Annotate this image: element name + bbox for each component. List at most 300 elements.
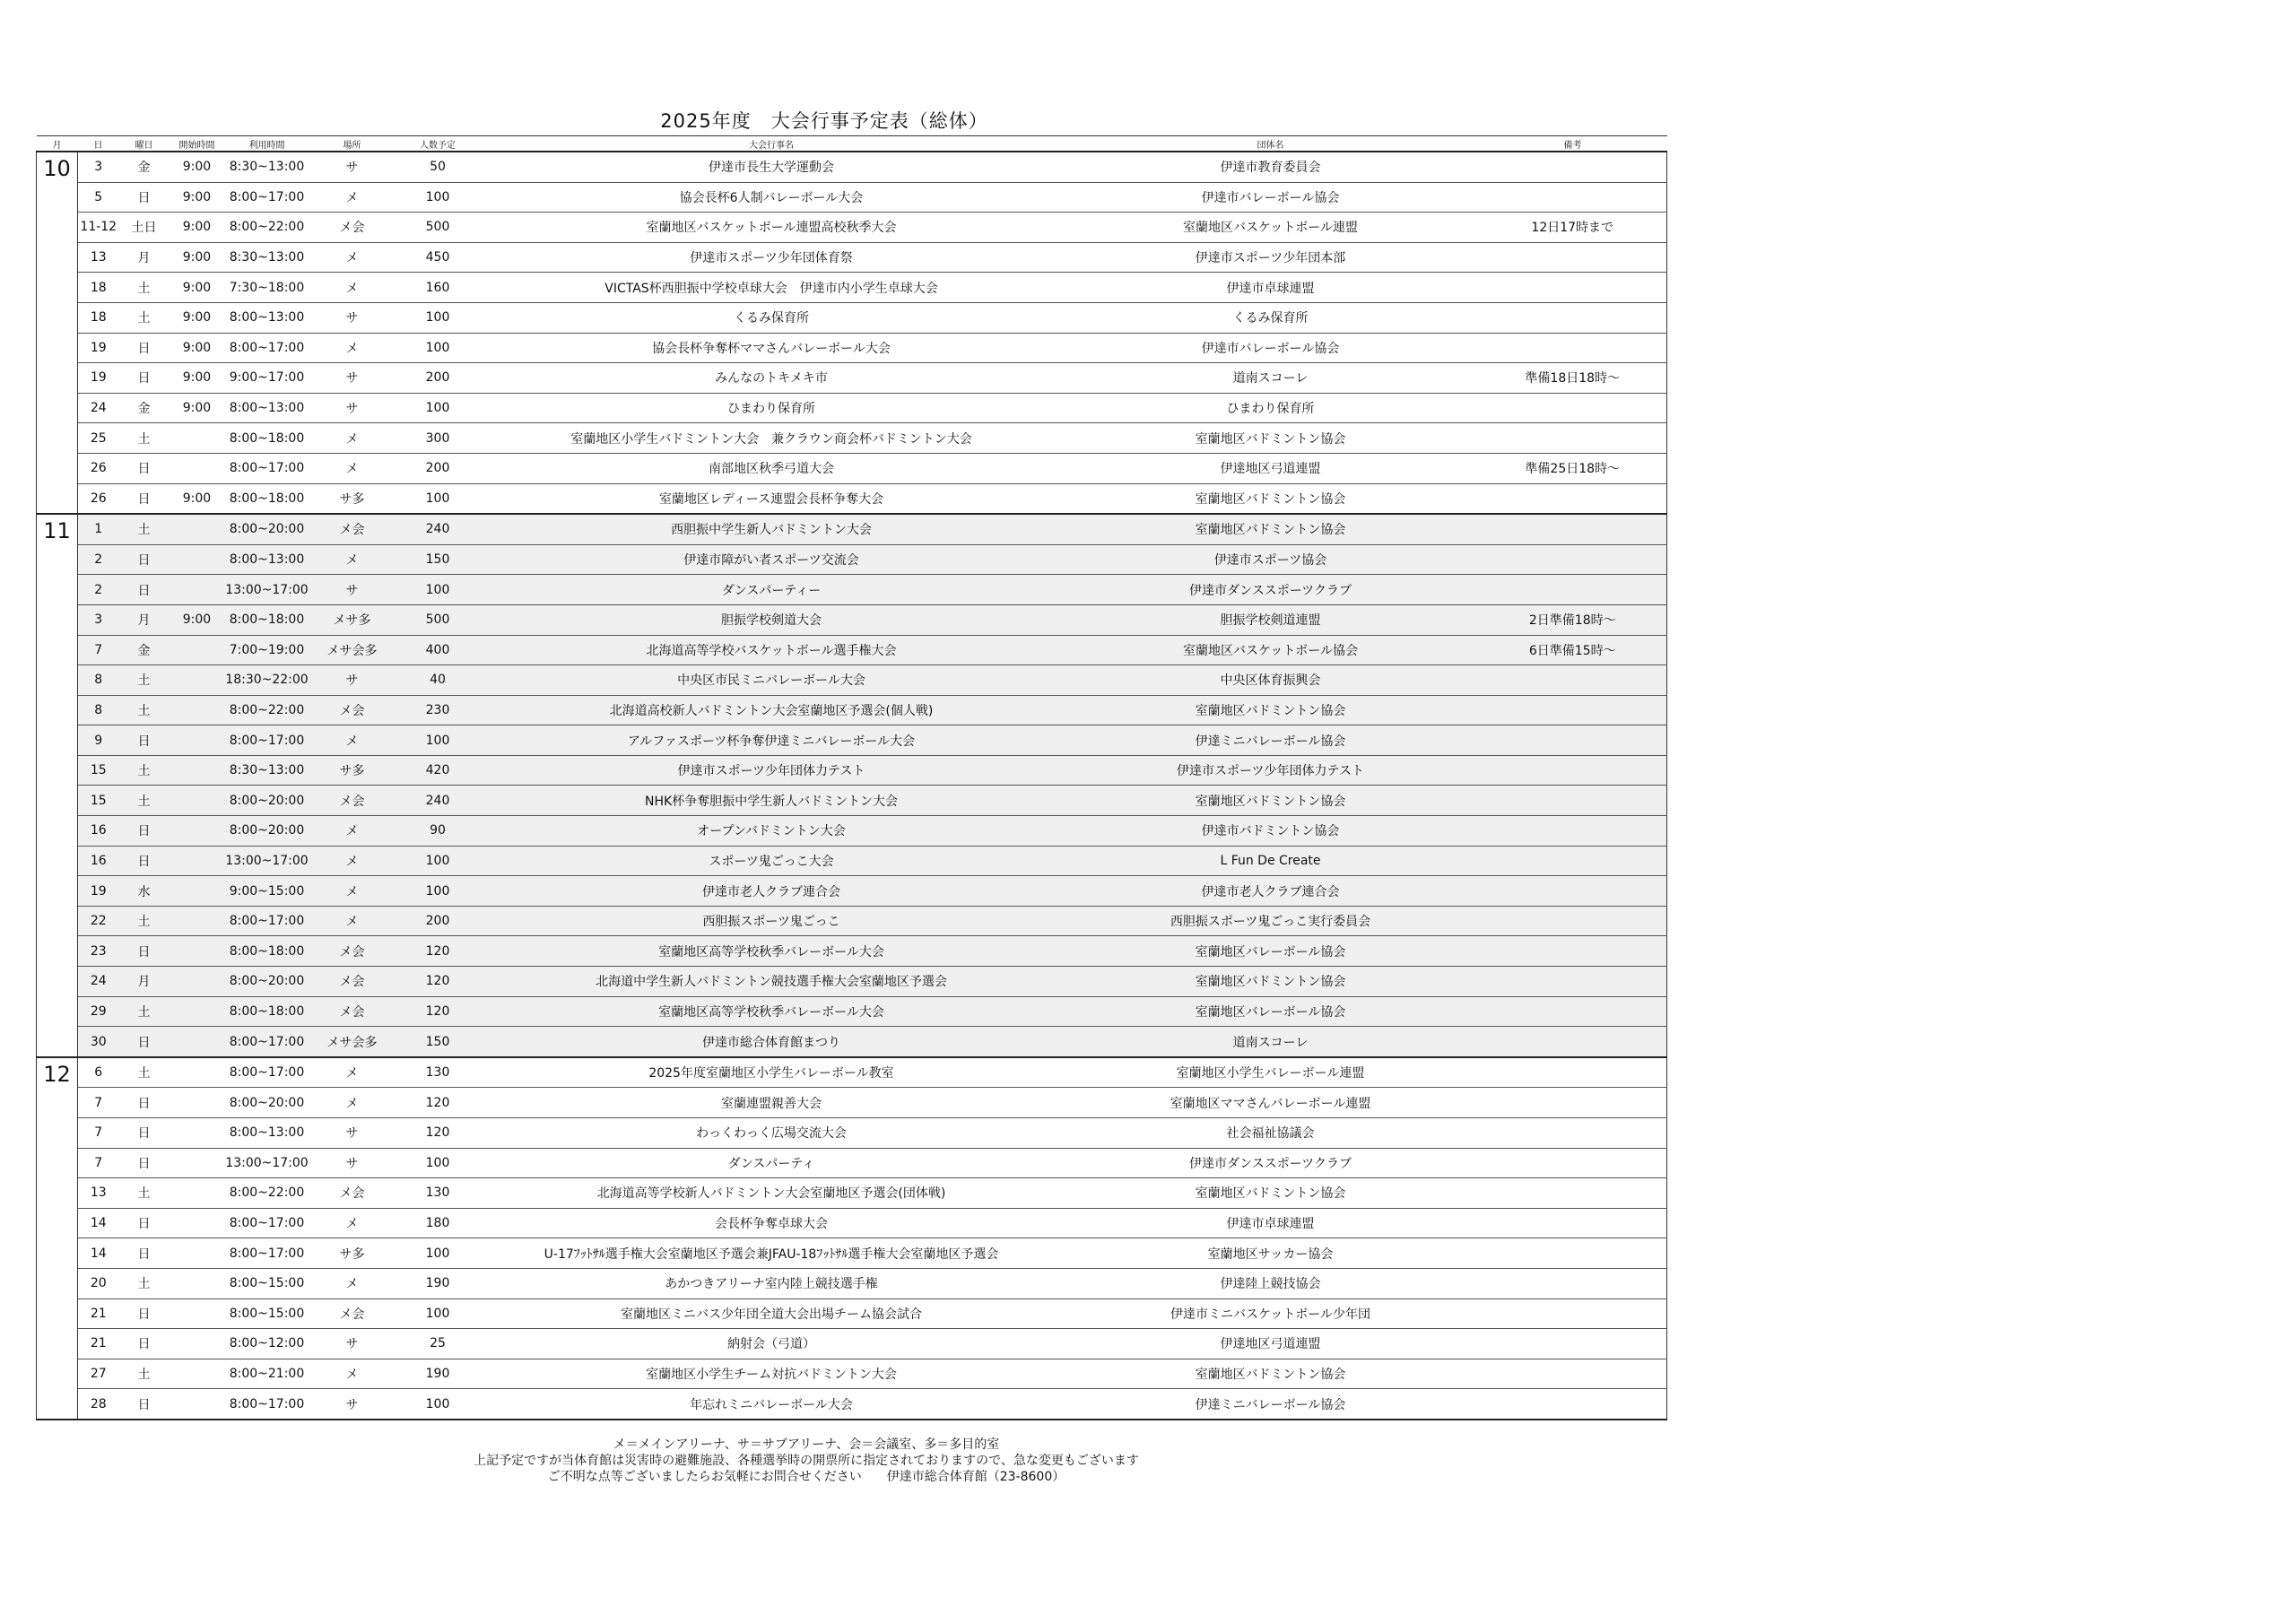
people-cell: 150 xyxy=(396,544,481,575)
people-cell: 100 xyxy=(396,846,481,876)
event-name-cell: 伊達市老人クラブ連合会 xyxy=(481,876,1063,907)
place-cell: メ会 xyxy=(309,786,396,816)
weekday-cell: 日 xyxy=(119,1208,170,1238)
people-cell: 300 xyxy=(396,423,481,454)
start-time-cell xyxy=(170,1148,225,1178)
usage-time-cell: 8:00~17:00 xyxy=(225,333,309,363)
organization-cell: 社会福祉協議会 xyxy=(1063,1118,1479,1149)
usage-time-cell: 18:30~22:00 xyxy=(225,665,309,696)
people-cell: 230 xyxy=(396,695,481,725)
place-cell: メ xyxy=(309,1359,396,1389)
day-cell: 16 xyxy=(78,816,119,847)
event-name-cell: 納射会（弓道） xyxy=(481,1329,1063,1359)
notes-cell xyxy=(1479,1208,1667,1238)
event-name-cell: くるみ保育所 xyxy=(481,302,1063,333)
weekday-cell: 土 xyxy=(119,695,170,725)
table-row xyxy=(37,242,1667,273)
usage-time-cell: 13:00~17:00 xyxy=(225,846,309,876)
table-row xyxy=(37,1057,1667,1088)
weekday-cell: 日 xyxy=(119,544,170,575)
weekday-cell: 土 xyxy=(119,665,170,696)
people-cell: 500 xyxy=(396,604,481,635)
weekday-cell: 日 xyxy=(119,936,170,967)
day-cell: 22 xyxy=(78,906,119,936)
day-cell: 8 xyxy=(78,695,119,725)
place-cell: サ xyxy=(309,363,396,394)
start-time-cell xyxy=(170,1057,225,1088)
people-cell: 160 xyxy=(396,273,481,303)
notes-cell: 6日準備15時～ xyxy=(1479,635,1667,665)
event-name-cell: 伊達市長生大学運動会 xyxy=(481,152,1063,182)
notes-cell xyxy=(1479,182,1667,213)
table-row xyxy=(37,393,1667,423)
usage-time-cell: 8:00~13:00 xyxy=(225,302,309,333)
place-cell: メ xyxy=(309,423,396,454)
notes-cell xyxy=(1479,514,1667,544)
table-row xyxy=(37,786,1667,816)
weekday-cell: 土 xyxy=(119,273,170,303)
table-row xyxy=(37,273,1667,303)
place-cell: メ会 xyxy=(309,213,396,243)
weekday-cell: 土 xyxy=(119,996,170,1027)
usage-time-cell: 8:00~15:00 xyxy=(225,1268,309,1298)
table-row xyxy=(37,514,1667,544)
place-cell: メ会 xyxy=(309,936,396,967)
month-cell: 10 xyxy=(37,152,78,514)
table-row xyxy=(37,725,1667,756)
table-row xyxy=(37,544,1667,575)
usage-time-cell: 8:00~20:00 xyxy=(225,967,309,997)
place-cell: メ xyxy=(309,876,396,907)
organization-cell: 室蘭地区バドミントン協会 xyxy=(1063,1359,1479,1389)
header-notes: 備考 xyxy=(1479,136,1667,152)
usage-time-cell: 8:00~17:00 xyxy=(225,1057,309,1088)
start-time-cell: 9:00 xyxy=(170,152,225,182)
table-row xyxy=(37,1178,1667,1209)
usage-time-cell: 8:00~17:00 xyxy=(225,453,309,483)
usage-time-cell: 8:30~13:00 xyxy=(225,755,309,786)
day-cell: 24 xyxy=(78,967,119,997)
notes-cell xyxy=(1479,876,1667,907)
people-cell: 50 xyxy=(396,152,481,182)
people-cell: 120 xyxy=(396,967,481,997)
place-cell: メ会 xyxy=(309,514,396,544)
table-row xyxy=(37,695,1667,725)
month-group xyxy=(37,1057,1667,1420)
people-cell: 100 xyxy=(396,182,481,213)
organization-cell: 胆振学校剣道連盟 xyxy=(1063,604,1479,635)
event-name-cell: 協会長杯争奪杯ママさんバレーボール大会 xyxy=(481,333,1063,363)
table-row xyxy=(37,453,1667,483)
notes-cell xyxy=(1479,242,1667,273)
usage-time-cell: 8:00~17:00 xyxy=(225,725,309,756)
people-cell: 500 xyxy=(396,213,481,243)
people-cell: 100 xyxy=(396,393,481,423)
day-cell: 13 xyxy=(78,1178,119,1209)
weekday-cell: 土 xyxy=(119,786,170,816)
people-cell: 400 xyxy=(396,635,481,665)
start-time-cell xyxy=(170,1178,225,1209)
start-time-cell: 9:00 xyxy=(170,483,225,514)
event-name-cell: ひまわり保育所 xyxy=(481,393,1063,423)
day-cell: 19 xyxy=(78,363,119,394)
day-cell: 2 xyxy=(78,575,119,605)
month-cell: 12 xyxy=(37,1057,78,1420)
organization-cell: 伊達市バレーボール協会 xyxy=(1063,182,1479,213)
organization-cell: 室蘭地区バドミントン協会 xyxy=(1063,423,1479,454)
day-cell: 6 xyxy=(78,1057,119,1088)
event-name-cell: 伊達市障がい者スポーツ交流会 xyxy=(481,544,1063,575)
day-cell: 1 xyxy=(78,514,119,544)
start-time-cell: 9:00 xyxy=(170,604,225,635)
weekday-cell: 日 xyxy=(119,483,170,514)
day-cell: 15 xyxy=(78,786,119,816)
weekday-cell: 日 xyxy=(119,1238,170,1269)
start-time-cell xyxy=(170,1208,225,1238)
start-time-cell xyxy=(170,514,225,544)
organization-cell: 伊達陸上競技協会 xyxy=(1063,1268,1479,1298)
event-name-cell: 北海道高等学校新人バドミントン大会室蘭地区予選会(団体戦) xyxy=(481,1178,1063,1209)
day-cell: 16 xyxy=(78,846,119,876)
place-cell: メ会 xyxy=(309,695,396,725)
event-name-cell: 室蘭地区ミニバス少年団全道大会出場チーム協会試合 xyxy=(481,1298,1063,1329)
event-name-cell: 西胆振中学生新人バドミントン大会 xyxy=(481,514,1063,544)
start-time-cell xyxy=(170,755,225,786)
notes-cell xyxy=(1479,1329,1667,1359)
header-month: 月 xyxy=(37,136,78,152)
place-cell: メサ会多 xyxy=(309,635,396,665)
notes-cell xyxy=(1479,936,1667,967)
organization-cell: 伊達市ミニバスケットボール少年団 xyxy=(1063,1298,1479,1329)
notes-cell xyxy=(1479,575,1667,605)
event-name-cell: アルファスポーツ杯争奪伊達ミニバレーボール大会 xyxy=(481,725,1063,756)
weekday-cell: 月 xyxy=(119,242,170,273)
weekday-cell: 日 xyxy=(119,1027,170,1057)
day-cell: 26 xyxy=(78,453,119,483)
day-cell: 3 xyxy=(78,604,119,635)
start-time-cell xyxy=(170,1027,225,1057)
notes-cell xyxy=(1479,967,1667,997)
weekday-cell: 土 xyxy=(119,1268,170,1298)
header-row xyxy=(37,136,1667,152)
place-cell: メ xyxy=(309,1057,396,1088)
notes-cell xyxy=(1479,755,1667,786)
weekday-cell: 金 xyxy=(119,152,170,182)
event-name-cell: 北海道中学生新人バドミントン競技選手権大会室蘭地区予選会 xyxy=(481,967,1063,997)
table-row xyxy=(37,1238,1667,1269)
change-notice: 上記予定ですが当体育館は災害時の避難施設、各種選挙時の開票所に指定されておりますので、急な変更もございます xyxy=(474,1454,1139,1468)
notes-cell xyxy=(1479,786,1667,816)
start-time-cell: 9:00 xyxy=(170,393,225,423)
usage-time-cell: 8:00~17:00 xyxy=(225,1238,309,1269)
start-time-cell xyxy=(170,1238,225,1269)
weekday-cell: 土 xyxy=(119,906,170,936)
usage-time-cell: 7:00~19:00 xyxy=(225,635,309,665)
table-row xyxy=(37,936,1667,967)
start-time-cell xyxy=(170,1118,225,1149)
start-time-cell xyxy=(170,786,225,816)
table-row xyxy=(37,1359,1667,1389)
place-cell: サ xyxy=(309,1329,396,1359)
organization-cell: 伊達市バドミントン協会 xyxy=(1063,816,1479,847)
notes-cell xyxy=(1479,1027,1667,1057)
start-time-cell: 9:00 xyxy=(170,182,225,213)
place-cell: メ会 xyxy=(309,1178,396,1209)
notes-cell xyxy=(1479,996,1667,1027)
start-time-cell xyxy=(170,1389,225,1420)
table-row xyxy=(37,182,1667,213)
table-row xyxy=(37,1268,1667,1298)
organization-cell: 室蘭地区バドミントン協会 xyxy=(1063,786,1479,816)
weekday-cell: 日 xyxy=(119,1088,170,1118)
weekday-cell: 土日 xyxy=(119,213,170,243)
organization-cell: 伊達市老人クラブ連合会 xyxy=(1063,876,1479,907)
weekday-cell: 日 xyxy=(119,182,170,213)
people-cell: 450 xyxy=(396,242,481,273)
organization-cell: 伊達ミニバレーボール協会 xyxy=(1063,725,1479,756)
people-cell: 240 xyxy=(396,786,481,816)
organization-cell: 室蘭地区バドミントン協会 xyxy=(1063,967,1479,997)
usage-time-cell: 8:00~17:00 xyxy=(225,1027,309,1057)
people-cell: 190 xyxy=(396,1359,481,1389)
organization-cell: 室蘭地区バドミントン協会 xyxy=(1063,483,1479,514)
place-cell: サ xyxy=(309,302,396,333)
table-row xyxy=(37,1329,1667,1359)
place-cell: サ xyxy=(309,1148,396,1178)
notes-cell xyxy=(1479,152,1667,182)
people-cell: 420 xyxy=(396,755,481,786)
usage-time-cell: 8:00~12:00 xyxy=(225,1329,309,1359)
place-cell: メ xyxy=(309,1088,396,1118)
usage-time-cell: 8:00~20:00 xyxy=(225,1088,309,1118)
usage-time-cell: 8:00~20:00 xyxy=(225,816,309,847)
notes-cell xyxy=(1479,1359,1667,1389)
usage-time-cell: 8:30~13:00 xyxy=(225,152,309,182)
organization-cell: 室蘭地区バドミントン協会 xyxy=(1063,695,1479,725)
start-time-cell: 9:00 xyxy=(170,213,225,243)
event-name-cell: 伊達市総合体育館まつり xyxy=(481,1027,1063,1057)
event-name-cell: あかつきアリーナ室内陸上競技選手権 xyxy=(481,1268,1063,1298)
event-name-cell: ダンスパーティー xyxy=(481,575,1063,605)
usage-time-cell: 8:00~13:00 xyxy=(225,544,309,575)
event-name-cell: 室蘭地区小学生チーム対抗バドミントン大会 xyxy=(481,1359,1063,1389)
day-cell: 21 xyxy=(78,1329,119,1359)
table-row xyxy=(37,996,1667,1027)
people-cell: 150 xyxy=(396,1027,481,1057)
event-name-cell: オープンバドミントン大会 xyxy=(481,816,1063,847)
event-name-cell: 北海道高等学校バスケットボール選手権大会 xyxy=(481,635,1063,665)
people-cell: 100 xyxy=(396,1389,481,1420)
day-cell: 7 xyxy=(78,1118,119,1149)
table-row xyxy=(37,363,1667,394)
table-row xyxy=(37,1088,1667,1118)
organization-cell: 伊達市スポーツ少年団本部 xyxy=(1063,242,1479,273)
table-row xyxy=(37,1208,1667,1238)
notes-cell xyxy=(1479,725,1667,756)
usage-time-cell: 8:00~15:00 xyxy=(225,1298,309,1329)
people-cell: 90 xyxy=(396,816,481,847)
table-row xyxy=(37,1118,1667,1149)
day-cell: 7 xyxy=(78,1148,119,1178)
weekday-cell: 日 xyxy=(119,816,170,847)
people-cell: 190 xyxy=(396,1268,481,1298)
people-cell: 100 xyxy=(396,876,481,907)
start-time-cell xyxy=(170,575,225,605)
day-cell: 28 xyxy=(78,1389,119,1420)
organization-cell: 道南スコーレ xyxy=(1063,363,1479,394)
place-cell: メサ多 xyxy=(309,604,396,635)
organization-cell: 伊達市卓球連盟 xyxy=(1063,1208,1479,1238)
place-cell: メ xyxy=(309,273,396,303)
start-time-cell xyxy=(170,635,225,665)
header-usage-time: 利用時間 xyxy=(225,136,309,152)
people-cell: 100 xyxy=(396,302,481,333)
document-title: 2025年度 大会行事予定表（総体） xyxy=(660,110,988,132)
event-name-cell: 年忘れミニバレーボール大会 xyxy=(481,1389,1063,1420)
organization-cell: くるみ保育所 xyxy=(1063,302,1479,333)
day-cell: 8 xyxy=(78,665,119,696)
table-row xyxy=(37,665,1667,696)
weekday-cell: 土 xyxy=(119,755,170,786)
people-cell: 180 xyxy=(396,1208,481,1238)
weekday-cell: 月 xyxy=(119,604,170,635)
people-cell: 120 xyxy=(396,996,481,1027)
start-time-cell: 9:00 xyxy=(170,363,225,394)
people-cell: 200 xyxy=(396,363,481,394)
event-name-cell: 2025年度室蘭地区小学生バレーボール教室 xyxy=(481,1057,1063,1088)
event-name-cell: 室蘭地区高等学校秋季バレーボール大会 xyxy=(481,996,1063,1027)
day-cell: 5 xyxy=(78,182,119,213)
organization-cell: 室蘭地区小学生バレーボール連盟 xyxy=(1063,1057,1479,1088)
weekday-cell: 日 xyxy=(119,1389,170,1420)
organization-cell: 伊達市卓球連盟 xyxy=(1063,273,1479,303)
weekday-cell: 土 xyxy=(119,1178,170,1209)
event-name-cell: ダンスパーティ xyxy=(481,1148,1063,1178)
header-weekday: 曜日 xyxy=(119,136,170,152)
usage-time-cell: 8:00~18:00 xyxy=(225,996,309,1027)
start-time-cell xyxy=(170,1298,225,1329)
event-name-cell: 中央区市民ミニバレーボール大会 xyxy=(481,665,1063,696)
organization-cell: 伊達市スポーツ協会 xyxy=(1063,544,1479,575)
event-name-cell: 胆振学校剣道大会 xyxy=(481,604,1063,635)
day-cell: 21 xyxy=(78,1298,119,1329)
event-name-cell: VICTAS杯西胆振中学校卓球大会 伊達市内小学生卓球大会 xyxy=(481,273,1063,303)
people-cell: 100 xyxy=(396,1238,481,1269)
usage-time-cell: 13:00~17:00 xyxy=(225,1148,309,1178)
notes-cell xyxy=(1479,1178,1667,1209)
organization-cell: 室蘭地区ママさんバレーボール連盟 xyxy=(1063,1088,1479,1118)
day-cell: 18 xyxy=(78,273,119,303)
people-cell: 100 xyxy=(396,1298,481,1329)
event-name-cell: わっくわっく広場交流大会 xyxy=(481,1118,1063,1149)
notes-cell xyxy=(1479,544,1667,575)
usage-time-cell: 8:00~17:00 xyxy=(225,906,309,936)
weekday-cell: 日 xyxy=(119,575,170,605)
organization-cell: 伊達市スポーツ少年団体力テスト xyxy=(1063,755,1479,786)
usage-time-cell: 8:00~18:00 xyxy=(225,604,309,635)
notes-cell xyxy=(1479,1298,1667,1329)
weekday-cell: 土 xyxy=(119,1057,170,1088)
event-name-cell: 南部地区秋季弓道大会 xyxy=(481,453,1063,483)
usage-time-cell: 8:00~17:00 xyxy=(225,1389,309,1420)
place-cell: メ xyxy=(309,725,396,756)
day-cell: 7 xyxy=(78,1088,119,1118)
event-name-cell: 室蘭地区高等学校秋季バレーボール大会 xyxy=(481,936,1063,967)
place-cell: メ会 xyxy=(309,996,396,1027)
start-time-cell xyxy=(170,996,225,1027)
people-cell: 100 xyxy=(396,575,481,605)
organization-cell: 室蘭地区バドミントン協会 xyxy=(1063,1178,1479,1209)
month-group xyxy=(37,152,1667,514)
start-time-cell xyxy=(170,725,225,756)
organization-cell: 伊達市バレーボール協会 xyxy=(1063,333,1479,363)
weekday-cell: 土 xyxy=(119,1359,170,1389)
organization-cell: 室蘭地区サッカー協会 xyxy=(1063,1238,1479,1269)
notes-cell xyxy=(1479,1148,1667,1178)
place-cell: メ xyxy=(309,242,396,273)
header-place: 場所 xyxy=(309,136,396,152)
place-cell: メ会 xyxy=(309,1298,396,1329)
people-cell: 100 xyxy=(396,725,481,756)
weekday-cell: 日 xyxy=(119,1118,170,1149)
notes-cell xyxy=(1479,695,1667,725)
table-row xyxy=(37,575,1667,605)
place-cell: サ xyxy=(309,1118,396,1149)
event-name-cell: 伊達市スポーツ少年団体力テスト xyxy=(481,755,1063,786)
event-name-cell: U-17ﾌｯﾄｻﾙ選手権大会室蘭地区予選会兼JFAU-18ﾌｯﾄｻﾙ選手権大会室蘭地区予選会 xyxy=(481,1238,1063,1269)
people-cell: 200 xyxy=(396,906,481,936)
weekday-cell: 日 xyxy=(119,363,170,394)
month-cell: 11 xyxy=(37,514,78,1057)
weekday-cell: 日 xyxy=(119,1298,170,1329)
notes-cell xyxy=(1479,1268,1667,1298)
usage-time-cell: 8:00~18:00 xyxy=(225,423,309,454)
place-cell: サ多 xyxy=(309,755,396,786)
day-cell: 14 xyxy=(78,1208,119,1238)
day-cell: 20 xyxy=(78,1268,119,1298)
table-row xyxy=(37,604,1667,635)
usage-time-cell: 8:00~18:00 xyxy=(225,936,309,967)
table-row xyxy=(37,635,1667,665)
event-name-cell: 室蘭地区小学生バドミントン大会 兼クラウン商会杯バドミントン大会 xyxy=(481,423,1063,454)
organization-cell: 室蘭地区バレーボール協会 xyxy=(1063,996,1479,1027)
usage-time-cell: 13:00~17:00 xyxy=(225,575,309,605)
weekday-cell: 日 xyxy=(119,453,170,483)
header-start-time: 開始時間 xyxy=(170,136,225,152)
place-cell: サ多 xyxy=(309,1238,396,1269)
weekday-cell: 日 xyxy=(119,333,170,363)
day-cell: 15 xyxy=(78,755,119,786)
contact-info: ご不明な点等ございましたらお気軽にお問合せください 伊達市総合体育館（23-8600） xyxy=(547,1470,1065,1484)
start-time-cell: 9:00 xyxy=(170,333,225,363)
start-time-cell xyxy=(170,423,225,454)
people-cell: 120 xyxy=(396,1088,481,1118)
people-cell: 130 xyxy=(396,1057,481,1088)
start-time-cell: 9:00 xyxy=(170,273,225,303)
table-row xyxy=(37,1148,1667,1178)
day-cell: 24 xyxy=(78,393,119,423)
notes-cell: 12日17時まで xyxy=(1479,213,1667,243)
start-time-cell xyxy=(170,695,225,725)
table-row xyxy=(37,423,1667,454)
people-cell: 130 xyxy=(396,1178,481,1209)
place-cell: メ xyxy=(309,816,396,847)
place-cell: メ xyxy=(309,1268,396,1298)
usage-time-cell: 8:00~21:00 xyxy=(225,1359,309,1389)
notes-cell: 準備25日18時～ xyxy=(1479,453,1667,483)
header-organization: 団体名 xyxy=(1063,136,1479,152)
notes-cell xyxy=(1479,333,1667,363)
